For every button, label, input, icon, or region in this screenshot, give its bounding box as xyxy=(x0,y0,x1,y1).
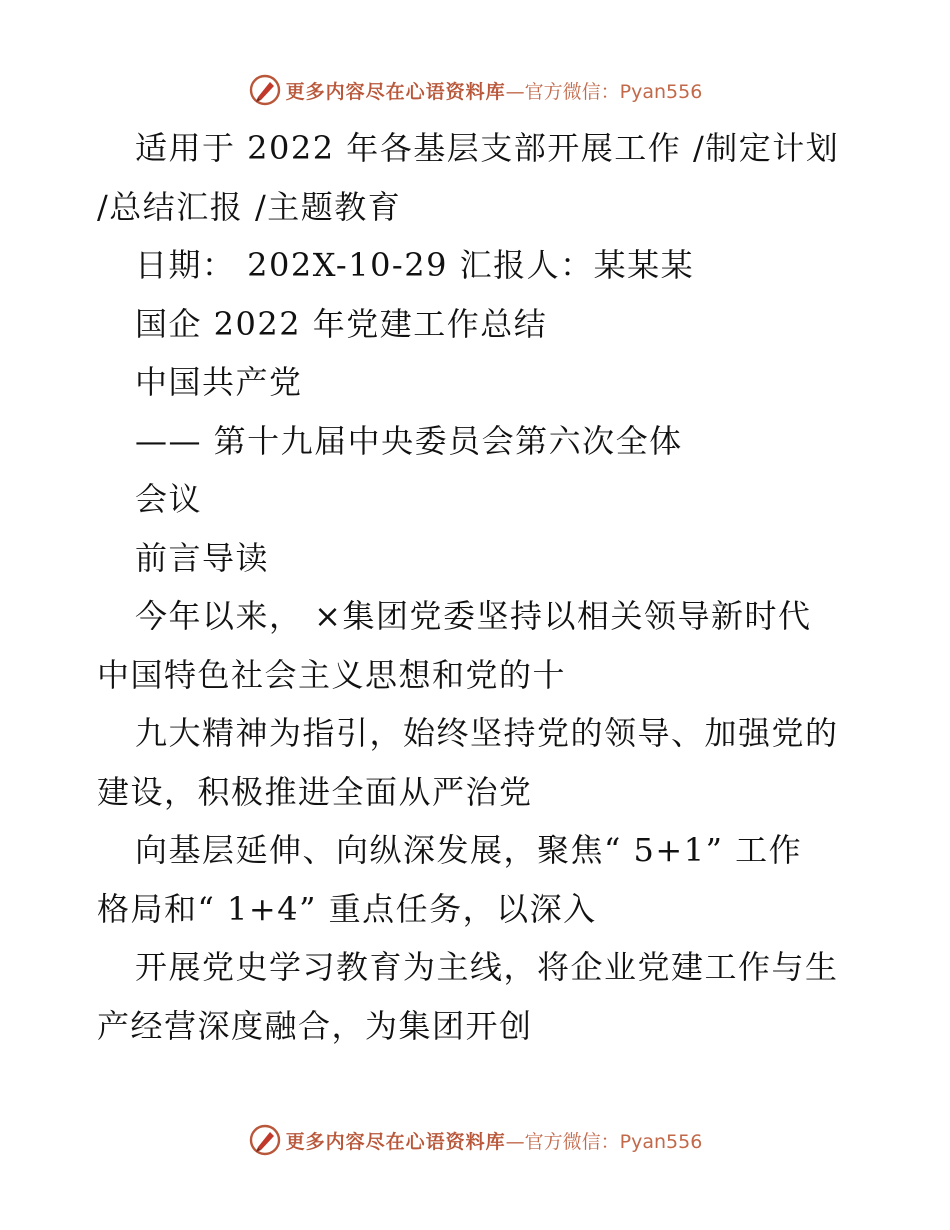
text-line: 产经营深度融合，为集团开创 xyxy=(97,1006,533,1045)
footer-watermark xyxy=(0,1120,950,1160)
pen-nib-logo-icon xyxy=(248,73,282,107)
text-line: 中国共产党 xyxy=(135,363,303,401)
text-line: 会议 xyxy=(135,480,203,518)
watermark-text: 更多内容尽在心语资料库 xyxy=(285,1130,506,1153)
pen-nib-logo-icon xyxy=(248,1123,282,1157)
text-line: 建设，积极推进全面从严治党 xyxy=(97,772,533,811)
text-line: 开展党史学习教育为主线，将企业党建工作与生 xyxy=(135,948,839,986)
text-line: /总结汇报 /主题教育 xyxy=(97,187,402,226)
text-line: 向基层延伸、向纵深发展，聚焦“ 5+1” 工作 xyxy=(135,831,803,869)
text-line: 适用于 2022 年各基层支部开展工作 /制定计划 xyxy=(135,129,840,167)
section-heading: 前言导读 xyxy=(135,538,270,577)
watermark-wechat: —官方微信：Pyan556 xyxy=(505,1130,703,1153)
text-line: 日期： 202X-10-29 汇报人：某某某 xyxy=(135,246,695,284)
text-line: 九大精神为指引，始终坚持党的领导、加强党的 xyxy=(135,714,839,752)
text-line: 中国特色社会主义思想和党的十 xyxy=(97,655,567,694)
watermark-wechat: —官方微信：Pyan556 xyxy=(505,80,703,103)
watermark-text: 更多内容尽在心语资料库 xyxy=(285,80,506,103)
text-line: 格局和“ 1+4” 重点任务，以深入 xyxy=(97,889,597,928)
header-watermark xyxy=(0,70,950,110)
text-line: —— 第十九届中央委员会第六次全体 xyxy=(135,421,683,460)
document-body xyxy=(97,119,857,1055)
text-line: 今年以来， ×集团党委坚持以相关领导新时代 xyxy=(135,597,812,635)
document-title: 国企 2022 年党建工作总结 xyxy=(135,304,548,343)
